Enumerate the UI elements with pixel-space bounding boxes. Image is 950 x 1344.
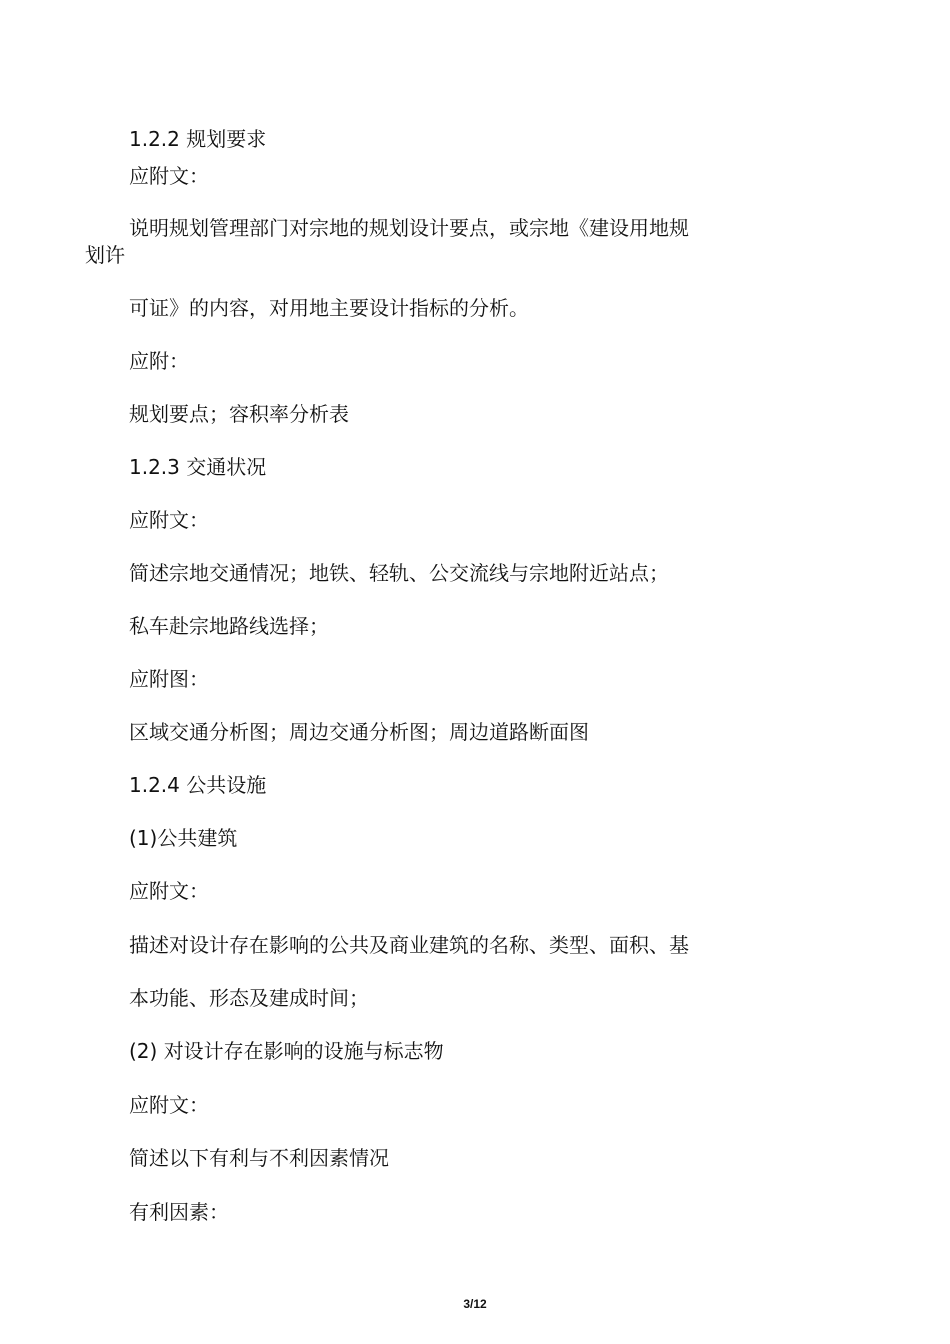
text-line: 简述以下有利与不利因素情况 xyxy=(129,1146,389,1170)
text-line: 说明规划管理部门对宗地的规划设计要点，或宗地《建设用地规 xyxy=(129,216,689,240)
section-heading-1-2-3: 1.2.3 交通状况 xyxy=(129,455,267,479)
section-heading-1-2-4: 1.2.4 公共设施 xyxy=(129,773,267,797)
subsection-heading: (1)公共建筑 xyxy=(129,826,238,850)
text-line: 应附： xyxy=(129,349,189,373)
text-line: 应附图： xyxy=(129,667,209,691)
text-line: 区域交通分析图；周边交通分析图；周边道路断面图 xyxy=(129,720,589,744)
text-line: 私车赴宗地路线选择； xyxy=(129,614,329,638)
text-line: 有利因素： xyxy=(129,1200,229,1224)
text-line: 本功能、形态及建成时间； xyxy=(129,986,369,1010)
text-line: 应附文： xyxy=(129,164,209,188)
subsection-heading: (2) 对设计存在影响的设施与标志物 xyxy=(129,1039,444,1063)
text-line: 简述宗地交通情况；地铁、轻轨、公交流线与宗地附近站点； xyxy=(129,561,669,585)
text-line: 可证》的内容，对用地主要设计指标的分析。 xyxy=(129,296,529,320)
text-line: 应附文： xyxy=(129,508,209,532)
text-line: 应附文： xyxy=(129,1093,209,1117)
section-heading-1-2-2: 1.2.2 规划要求 xyxy=(129,127,267,151)
text-line: 描述对设计存在影响的公共及商业建筑的名称、类型、面积、基 xyxy=(129,933,689,957)
page-number: 3/12 xyxy=(463,1297,487,1311)
text-line: 规划要点；容积率分析表 xyxy=(129,402,349,426)
text-line-wrap: 划许 xyxy=(85,243,125,267)
text-line: 应附文： xyxy=(129,879,209,903)
